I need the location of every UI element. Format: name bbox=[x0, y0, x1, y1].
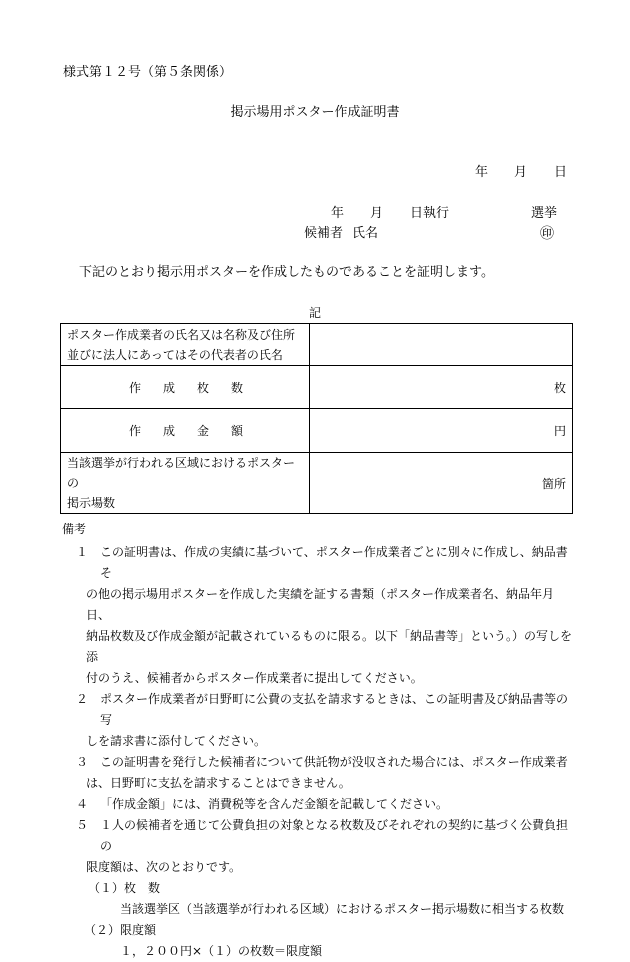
remark-number: ２ bbox=[76, 692, 89, 706]
candidate-name-label: 氏名 bbox=[352, 226, 379, 241]
table-row bbox=[61, 324, 573, 366]
document-title: 掲示場用ポスター作成証明書 bbox=[230, 105, 400, 120]
remark-text: １人の候補者を通じて公費負担の対象となる枚数及びそれぞれの契約に基づく公費負担の bbox=[100, 818, 569, 853]
contractor-info-label bbox=[61, 324, 310, 366]
remark-text: 限度額は、次のとおりです。 bbox=[86, 860, 242, 874]
remark-item bbox=[62, 542, 572, 689]
remarks-section bbox=[62, 520, 572, 962]
remark-text: 「作成金額」には、消費税等を含んだ金額を記載してください。 bbox=[100, 797, 449, 811]
certificate-table bbox=[60, 323, 573, 514]
amount-label-cell bbox=[61, 409, 310, 453]
poster-sites-label-line1: 当該選挙が行われる区域におけるポスターの bbox=[67, 456, 296, 490]
remarks-heading: 備考 bbox=[62, 522, 87, 536]
remark-number: １ bbox=[76, 545, 89, 559]
table-row bbox=[61, 366, 573, 409]
remark-text: 納品枚数及び作成金額が記載されているものに限る。以下「納品書等」という。）の写しを添 bbox=[86, 629, 573, 664]
contractor-info-label-line1: ポスター作成業者の氏名又は名称及び住所 bbox=[67, 327, 296, 342]
remark-item bbox=[62, 815, 572, 878]
election-day-held: 日執行 bbox=[410, 206, 450, 221]
election-month: 月 bbox=[370, 206, 384, 221]
sub-item-text: １，２００円×（１）の枚数＝限度額 bbox=[120, 944, 323, 958]
date-day: 日 bbox=[554, 165, 568, 180]
contractor-info-label-line2: 並びに法人にあってはその代表者の氏名 bbox=[67, 347, 283, 362]
remark-item bbox=[62, 794, 572, 815]
remark-number: ３ bbox=[76, 755, 89, 769]
ki-heading: 記 bbox=[308, 306, 321, 320]
certification-statement: 下記のとおり掲示用ポスターを作成したものであることを証明します。 bbox=[79, 265, 494, 280]
remark-number: ４ bbox=[76, 797, 89, 811]
quantity-unit: 枚 bbox=[553, 380, 566, 395]
remark-text: は、日野町に支払を請求することはできません。 bbox=[86, 776, 351, 790]
quantity-label-cell bbox=[61, 366, 310, 409]
amount-value[interactable] bbox=[310, 409, 573, 453]
sub-item-text: 当該選挙区（当該選挙が行われる区域）におけるポスター掲示場数に相当する枚数 bbox=[120, 902, 565, 916]
remark-text: ポスター作成業者が日野町に公費の支払を請求するときは、この証明書及び納品書等の写 bbox=[100, 692, 569, 727]
contractor-info-value[interactable] bbox=[310, 324, 573, 366]
date-month: 月 bbox=[514, 165, 528, 180]
election-year: 年 bbox=[331, 206, 345, 221]
poster-sites-value[interactable] bbox=[310, 453, 573, 514]
remark-text: しを請求書に添付してください。 bbox=[86, 734, 267, 748]
remark-item bbox=[62, 689, 572, 752]
amount-label: 作成金額 bbox=[129, 424, 266, 438]
remark-text: 付のうえ、候補者からポスター作成業者に提出してください。 bbox=[86, 671, 423, 685]
table-row bbox=[61, 453, 573, 514]
form-number: 様式第１２号（第５条関係） bbox=[63, 65, 233, 80]
amount-unit: 円 bbox=[553, 424, 566, 438]
poster-sites-label-line2: 掲示場数 bbox=[67, 496, 116, 510]
poster-sites-unit: 箇所 bbox=[541, 476, 566, 491]
remark-text: の他の掲示場用ポスターを作成した実績を証する書類（ポスター作成業者名、納品年月日、 bbox=[86, 587, 555, 622]
poster-sites-label bbox=[61, 453, 310, 514]
table-row bbox=[61, 409, 573, 453]
sub-item-label: （１）枚 数 bbox=[88, 881, 161, 895]
election-name-suffix: 選挙 bbox=[531, 206, 558, 221]
remark-text: この証明書は、作成の実績に基づいて、ポスター作成業者ごとに別々に作成し、納品書そ bbox=[100, 545, 568, 580]
remark-number: ５ bbox=[76, 818, 89, 832]
sub-item-label: （２）限度額 bbox=[84, 923, 157, 937]
quantity-value[interactable] bbox=[310, 366, 573, 409]
date-year: 年 bbox=[475, 165, 489, 180]
remark-text: この証明書を発行した候補者について供託物が没収された場合には、ポスター作成業者 bbox=[100, 755, 568, 769]
candidate-label: 候補者 bbox=[304, 226, 344, 241]
quantity-label: 作成枚数 bbox=[129, 380, 266, 395]
remark-item bbox=[62, 752, 572, 794]
seal-mark: ㊞ bbox=[540, 226, 554, 242]
